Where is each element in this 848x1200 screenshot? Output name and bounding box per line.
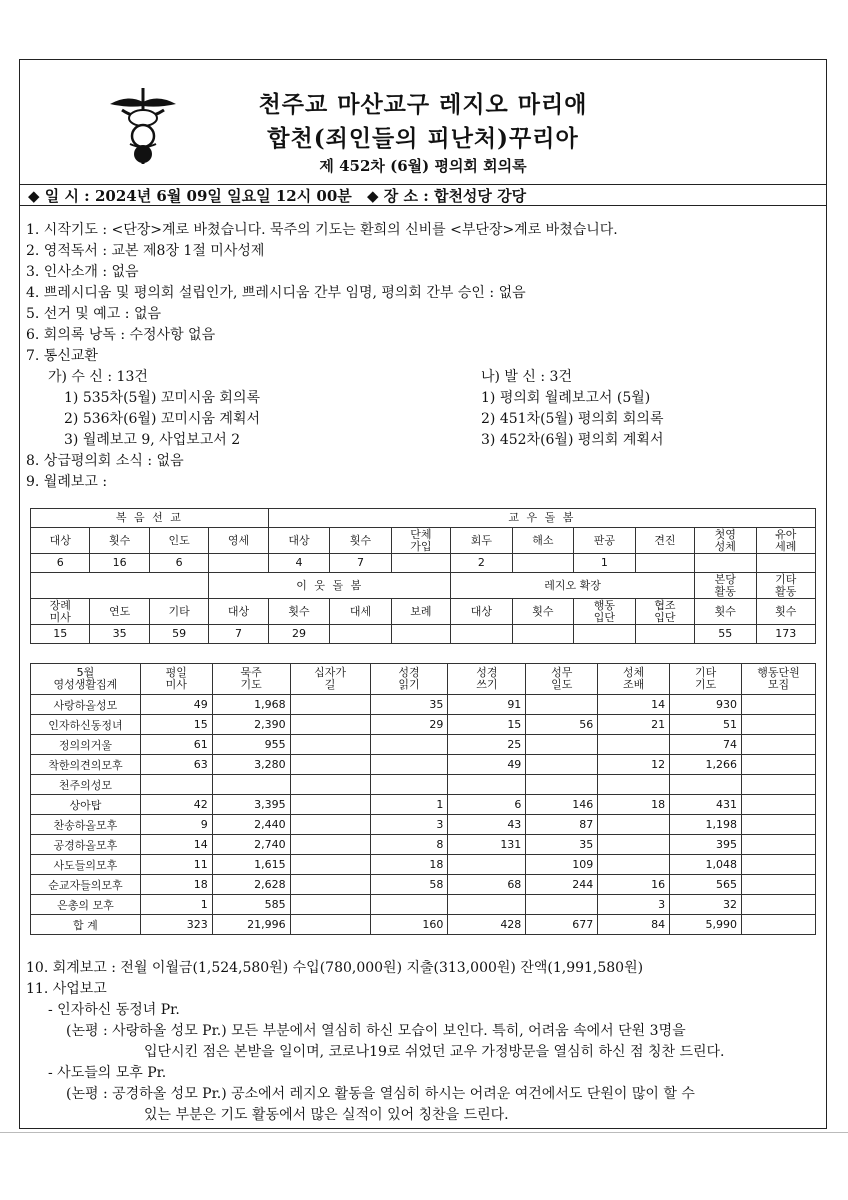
monthly-report-table: [30, 508, 816, 644]
activity-value-cell: 146: [526, 795, 598, 815]
activity-value-cell: [370, 735, 448, 755]
report-header-cell: 해소: [512, 528, 573, 554]
activity-value-cell: 1: [140, 895, 212, 915]
report-header-cell: 대상: [209, 599, 268, 625]
report-value-cell: 173: [756, 625, 815, 644]
activity-value-cell: 58: [370, 875, 448, 895]
activity-header-cell: 성체 조배: [598, 664, 670, 695]
praesidium-name-cell: 사도들의모후: [31, 855, 141, 875]
report-header-cell: 횟수: [512, 599, 573, 625]
activity-value-cell: [742, 715, 816, 735]
report-value-cell: 6: [149, 554, 208, 573]
document-header: [20, 60, 826, 184]
total-value-cell: [290, 915, 370, 935]
report-header-cell: 판공: [574, 528, 635, 554]
total-value-cell: 428: [448, 915, 526, 935]
praesidium-name-cell: 천주의성모: [31, 775, 141, 795]
activity-header-cell: 성무 일도: [526, 664, 598, 695]
activity-value-cell: [448, 775, 526, 795]
activity-header-cell: 평일 미사: [140, 664, 212, 695]
activity-value-cell: 74: [670, 735, 742, 755]
report-value-cell: 55: [695, 625, 756, 644]
activity-value-cell: 49: [140, 695, 212, 715]
activity-value-cell: [742, 835, 816, 855]
activity-value-cell: 1,615: [212, 855, 290, 875]
activity-value-cell: 35: [526, 835, 598, 855]
report-comment: 있는 부분은 기도 활동에서 많은 실적이 있어 칭찬을 드린다.: [144, 1107, 509, 1123]
activity-value-cell: 1,266: [670, 755, 742, 775]
table-row: [31, 815, 816, 835]
activity-value-cell: 3,280: [212, 755, 290, 775]
activity-value-cell: 68: [448, 875, 526, 895]
activity-value-cell: 930: [670, 695, 742, 715]
report-value-cell: [635, 554, 694, 573]
table-row: [31, 695, 816, 715]
report-value-cell: 2: [451, 554, 512, 573]
received-item: 1) 535차(5월) 꼬미시움 회의록: [64, 390, 260, 406]
report-value-cell: [391, 554, 450, 573]
activity-value-cell: 29: [370, 715, 448, 735]
activity-value-cell: 955: [212, 735, 290, 755]
activity-value-cell: [598, 775, 670, 795]
report-header-cell: 기타: [149, 599, 208, 625]
item-spiritual-reading: 2. 영적독서 : 교본 제8장 1절 미사성제: [26, 243, 265, 259]
activity-value-cell: [290, 875, 370, 895]
total-row: [31, 915, 816, 935]
activity-value-cell: [448, 855, 526, 875]
activity-value-cell: 11: [140, 855, 212, 875]
title-meeting: 제 452차 (6월) 평의회 회의록: [319, 157, 527, 175]
praesidium-name-cell: 정의의거울: [31, 735, 141, 755]
activity-value-cell: [290, 895, 370, 915]
minutes-footer: [26, 958, 820, 1126]
activity-value-cell: 6: [448, 795, 526, 815]
activity-value-cell: 3,395: [212, 795, 290, 815]
total-value-cell: 160: [370, 915, 448, 935]
report-comment: (논평 : 공경하올 성모 Pr.) 공소에서 레지오 활동을 열심히 하시는 어려운 여건에서도 단원이 많이 할 수: [66, 1086, 695, 1102]
report-praesidium: - 인자하신 동정녀 Pr.: [48, 1002, 180, 1018]
total-value-cell: 677: [526, 915, 598, 935]
activity-value-cell: [290, 775, 370, 795]
item-minutes-reading: 6. 회의록 낭독 : 수정사항 없음: [26, 327, 216, 343]
activity-value-cell: [290, 835, 370, 855]
activity-value-cell: 32: [670, 895, 742, 915]
meeting-datetime: ◆ 일 시 : 2024년 6월 09일 일요일 12시 00분: [28, 187, 352, 205]
activity-value-cell: 1,968: [212, 695, 290, 715]
item-activity-report: 11. 사업보고: [26, 981, 107, 997]
report-header-cell: 대상: [268, 528, 329, 554]
table-row: [31, 855, 816, 875]
activity-value-cell: [742, 755, 816, 775]
report-value-cell: 4: [268, 554, 329, 573]
report-header-cell: 영세: [209, 528, 268, 554]
activity-value-cell: 395: [670, 835, 742, 855]
report-header-cell: 첫영 성체: [695, 528, 756, 554]
report-value-cell: 7: [209, 625, 268, 644]
activity-value-cell: 565: [670, 875, 742, 895]
activity-value-cell: 1,048: [670, 855, 742, 875]
report-value-cell: 15: [31, 625, 90, 644]
report-value-cell: [512, 554, 573, 573]
report-header-cell: 횟수: [330, 528, 391, 554]
report-value-cell: 6: [31, 554, 90, 573]
activity-value-cell: [742, 855, 816, 875]
report-header-cell: 인도: [149, 528, 208, 554]
activity-value-cell: 35: [370, 695, 448, 715]
sent-item: 1) 평의회 월례보고서 (5월): [481, 390, 651, 406]
activity-value-cell: [290, 695, 370, 715]
table-row: [31, 715, 816, 735]
report-header-cell: 단체 가입: [391, 528, 450, 554]
table-row: [31, 835, 816, 855]
total-label-cell: 합 계: [31, 915, 141, 935]
item-elections: 5. 선거 및 예고 : 없음: [26, 306, 161, 322]
group-evangelization: 복 음 선 교: [31, 509, 269, 528]
item-approvals: 4. 쁘레시디움 및 평의회 설립인가, 쁘레시디움 간부 임명, 평의회 간부 승인 : 없음: [26, 285, 526, 301]
activity-value-cell: [598, 835, 670, 855]
report-header-cell: 횟수: [268, 599, 329, 625]
activity-value-cell: 12: [598, 755, 670, 775]
activity-value-cell: [742, 695, 816, 715]
activity-value-cell: [290, 815, 370, 835]
activity-value-cell: [526, 895, 598, 915]
activity-value-cell: [526, 695, 598, 715]
activity-value-cell: 8: [370, 835, 448, 855]
report-header-cell: 장례 미사: [31, 599, 90, 625]
praesidium-name-cell: 공경하올모후: [31, 835, 141, 855]
activity-value-cell: [742, 875, 816, 895]
activity-value-cell: [742, 795, 816, 815]
report-value-cell: [695, 554, 756, 573]
meeting-info-bar: [20, 184, 826, 206]
activity-value-cell: [290, 855, 370, 875]
activity-value-cell: [598, 735, 670, 755]
praesidium-name-cell: 상아탑: [31, 795, 141, 815]
activity-value-cell: 131: [448, 835, 526, 855]
total-value-cell: [742, 915, 816, 935]
activity-value-cell: [598, 855, 670, 875]
received-title: 가) 수 신 : 13건: [48, 369, 148, 385]
activity-value-cell: 1,198: [670, 815, 742, 835]
spiritual-activity-table: [30, 663, 816, 935]
activity-value-cell: 2,740: [212, 835, 290, 855]
report-value-cell: [451, 625, 512, 644]
praesidium-name-cell: 사랑하올성모: [31, 695, 141, 715]
group-parishioner-care: 교 우 돌 봄: [268, 509, 815, 528]
activity-header-cell: 성경 읽기: [370, 664, 448, 695]
activity-value-cell: 3: [598, 895, 670, 915]
activity-value-cell: [670, 775, 742, 795]
activity-value-cell: 51: [670, 715, 742, 735]
page-bottom-rule: [0, 1132, 848, 1133]
activity-value-cell: [526, 755, 598, 775]
item-monthly-report: 9. 월례보고 :: [26, 474, 108, 490]
activity-value-cell: 87: [526, 815, 598, 835]
praesidium-name-cell: 착한의견의모후: [31, 755, 141, 775]
activity-value-cell: 244: [526, 875, 598, 895]
report-value-cell: 7: [330, 554, 391, 573]
report-header-cell: 회두: [451, 528, 512, 554]
activity-value-cell: 2,440: [212, 815, 290, 835]
activity-value-cell: 109: [526, 855, 598, 875]
report-praesidium: - 사도들의 모후 Pr.: [48, 1065, 167, 1081]
title-curia: 합천(죄인들의 피난처)꾸리아: [267, 125, 579, 152]
praesidium-name-cell: 순교자들의모후: [31, 875, 141, 895]
activity-value-cell: 18: [140, 875, 212, 895]
group-neighbor-care: 이 웃 돌 봄: [209, 573, 451, 599]
activity-value-cell: [742, 895, 816, 915]
sent-item: 2) 451차(5월) 평의회 회의록: [481, 411, 664, 427]
activity-value-cell: 14: [140, 835, 212, 855]
correspondence-columns: [26, 367, 820, 451]
received-item: 2) 536차(6월) 꼬미시움 계획서: [64, 411, 260, 427]
report-header-cell: 대상: [451, 599, 512, 625]
report-header-cell: 행동 입단: [574, 599, 635, 625]
report-value-cell: 1: [574, 554, 635, 573]
report-header-cell: 협조 입단: [635, 599, 694, 625]
activity-value-cell: 2,628: [212, 875, 290, 895]
group-legion-expansion: 레지오 확장: [451, 573, 695, 599]
activity-value-cell: [290, 795, 370, 815]
report-header-cell: 대상: [31, 528, 90, 554]
praesidium-name-cell: 은총의 모후: [31, 895, 141, 915]
report-header-cell: 대세: [330, 599, 391, 625]
item-introductions: 3. 인사소개 : 없음: [26, 264, 139, 280]
activity-value-cell: 43: [448, 815, 526, 835]
activity-value-cell: [212, 775, 290, 795]
activity-value-cell: [370, 755, 448, 775]
activity-value-cell: [370, 895, 448, 915]
praesidium-name-cell: 인자하신동정녀: [31, 715, 141, 735]
activity-value-cell: [526, 735, 598, 755]
report-value-cell: [330, 625, 391, 644]
title-diocese: 천주교 마산교구 레지오 마리애: [258, 91, 588, 118]
activity-value-cell: [290, 715, 370, 735]
activity-value-cell: [742, 775, 816, 795]
document-frame: [19, 59, 827, 1129]
report-value-cell: 59: [149, 625, 208, 644]
activity-value-cell: 15: [140, 715, 212, 735]
activity-value-cell: 18: [370, 855, 448, 875]
report-comment: (논평 : 사랑하올 성모 Pr.) 모든 부분에서 열심히 하신 모습이 보인다. 특히, 어려움 속에서 단원 3명을: [66, 1023, 686, 1039]
activity-value-cell: 56: [526, 715, 598, 735]
item-accounting: 10. 회계보고 : 전월 이월금(1,524,580원) 수입(780,000원) 지출(313,000원) 잔액(1,991,580원): [26, 960, 644, 976]
activity-header-cell: 묵주 기도: [212, 664, 290, 695]
total-value-cell: 21,996: [212, 915, 290, 935]
report-header-cell: 횟수: [695, 599, 756, 625]
report-value-cell: 35: [90, 625, 149, 644]
activity-value-cell: [742, 815, 816, 835]
group-parish-activity: 본당 활동: [695, 573, 756, 599]
activity-value-cell: 2,390: [212, 715, 290, 735]
activity-value-cell: 15: [448, 715, 526, 735]
activity-header-cell: 행동단원 모집: [742, 664, 816, 695]
activity-value-cell: 585: [212, 895, 290, 915]
activity-value-cell: 91: [448, 695, 526, 715]
activity-value-cell: 16: [598, 875, 670, 895]
table-row: [31, 775, 816, 795]
activity-value-cell: 3: [370, 815, 448, 835]
meeting-place: ◆ 장 소 : 합천성당 강당: [367, 187, 527, 205]
activity-value-cell: [290, 735, 370, 755]
activity-value-cell: 1: [370, 795, 448, 815]
report-value-cell: [574, 625, 635, 644]
activity-value-cell: [598, 815, 670, 835]
table-row: [31, 795, 816, 815]
activity-value-cell: [448, 895, 526, 915]
activity-value-cell: 18: [598, 795, 670, 815]
report-header-cell: 횟수: [756, 599, 815, 625]
report-header-cell: 연도: [90, 599, 149, 625]
report-header-cell: 견진: [635, 528, 694, 554]
activity-value-cell: 42: [140, 795, 212, 815]
activity-value-cell: 25: [448, 735, 526, 755]
sent-item: 3) 452차(6월) 평의회 계획서: [481, 432, 664, 448]
report-value-cell: [756, 554, 815, 573]
activity-value-cell: 431: [670, 795, 742, 815]
table-row: [31, 875, 816, 895]
activity-header-cell: 십자가 길: [290, 664, 370, 695]
item-correspondence: 7. 통신교환: [26, 348, 98, 364]
report-header-cell: 보례: [391, 599, 450, 625]
report-value-cell: [209, 554, 268, 573]
total-value-cell: 5,990: [670, 915, 742, 935]
activity-value-cell: 49: [448, 755, 526, 775]
activity-value-cell: [290, 755, 370, 775]
activity-value-cell: 21: [598, 715, 670, 735]
activity-header-cell: 기타 기도: [670, 664, 742, 695]
activity-value-cell: [742, 735, 816, 755]
activity-header-cell: 성경 쓰기: [448, 664, 526, 695]
table-row: [31, 735, 816, 755]
activity-value-cell: 63: [140, 755, 212, 775]
report-value-cell: [391, 625, 450, 644]
report-header-cell: 횟수: [90, 528, 149, 554]
total-value-cell: 84: [598, 915, 670, 935]
table-row: [31, 895, 816, 915]
activity-value-cell: 9: [140, 815, 212, 835]
praesidium-name-cell: 찬송하올모후: [31, 815, 141, 835]
minutes-body: [26, 220, 820, 493]
total-value-cell: 323: [140, 915, 212, 935]
report-value-cell: 16: [90, 554, 149, 573]
report-value-cell: 29: [268, 625, 329, 644]
item-opening-prayer: 1. 시작기도 : <단장>계로 바쳤습니다. 묵주의 기도는 환희의 신비를 <부단장>계로 바쳤습니다.: [26, 222, 618, 238]
received-item: 3) 월례보고 9, 사업보고서 2: [64, 432, 241, 448]
report-value-cell: [635, 625, 694, 644]
activity-value-cell: [526, 775, 598, 795]
report-comment: 입단시킨 점은 본받을 일이며, 코로나19로 쉬었던 교우 가정방문을 열심히 하신 점 칭찬 드린다.: [144, 1044, 725, 1060]
group-other-activity: 기타 활동: [756, 573, 815, 599]
report-header-cell: 유아 세례: [756, 528, 815, 554]
item-higher-council-news: 8. 상급평의회 소식 : 없음: [26, 453, 184, 469]
table-row: [31, 755, 816, 775]
activity-value-cell: 14: [598, 695, 670, 715]
blank-cell: [31, 573, 209, 599]
activity-value-cell: 61: [140, 735, 212, 755]
sent-title: 나) 발 신 : 3건: [481, 369, 572, 385]
activity-value-cell: [370, 775, 448, 795]
activity-value-cell: [140, 775, 212, 795]
report-value-cell: [512, 625, 573, 644]
activity-header-cell: 5월 영성생활집계: [31, 664, 141, 695]
